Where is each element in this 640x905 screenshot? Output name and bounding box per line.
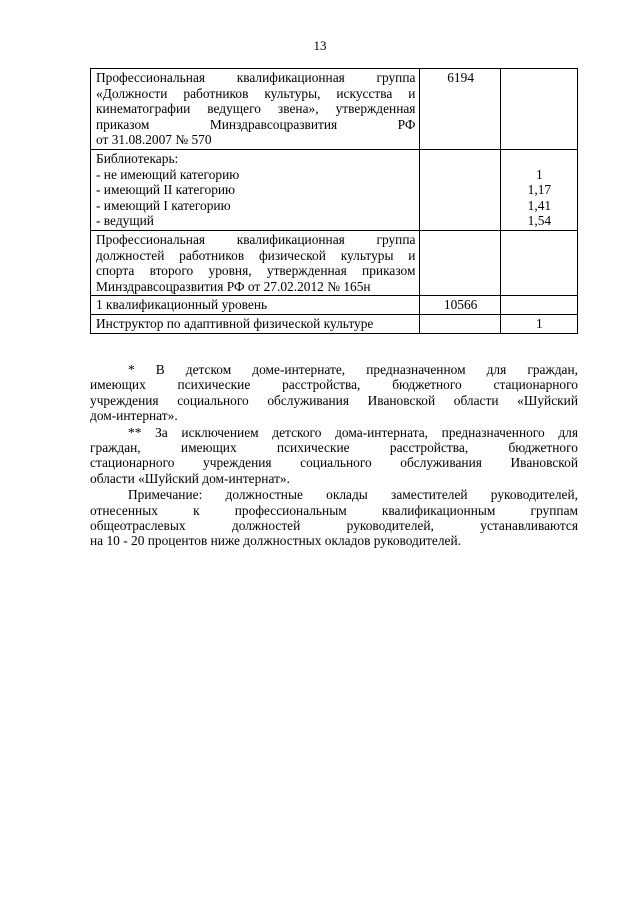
librarian-item: - имеющий I категорию xyxy=(96,197,231,213)
librarian-coef: 1 xyxy=(536,166,543,182)
librarian-item: - ведущий xyxy=(96,213,154,229)
group-culture-line: от 31.08.2007 № 570 xyxy=(96,132,212,148)
note-line: на 10 - 20 процентов ниже должностных окладов руководителей. xyxy=(90,533,461,549)
group-sport-cell xyxy=(91,230,420,295)
librarian-coef: 1,54 xyxy=(527,213,552,229)
note-line: учреждения социального обслуживания Ивановской области «Шуйский xyxy=(90,392,578,408)
note-line: ** За исключением детского дома-интерната, предназначенного для xyxy=(128,424,578,440)
group-sport-line: Минздравсоцразвития РФ от 27.02.2012 № 165н xyxy=(96,278,371,294)
empty-cell xyxy=(420,149,500,230)
empty-cell xyxy=(500,69,577,150)
notes-section xyxy=(90,362,578,550)
empty-cell xyxy=(500,296,577,315)
table-row xyxy=(91,230,578,295)
table-row xyxy=(91,314,578,333)
note-line: общеотраслевых должностей руководителей, устанавливаются xyxy=(90,518,578,534)
note-remark xyxy=(90,487,578,549)
group-sport-line: Профессиональная квалификационная группа xyxy=(96,231,416,247)
note-line: области «Шуйский дом-интернат». xyxy=(90,470,290,486)
note-line: * В детском доме-интернате, предназначенном для граждан, xyxy=(128,362,578,377)
group-culture-line: кинематографии ведущего звена», утвержденная xyxy=(96,101,416,117)
note-line: имеющих психические расстройства, бюджетного стационарного xyxy=(90,377,578,393)
group-culture-line: «Должности работников культуры, искусства и xyxy=(96,85,416,101)
librarian-cell xyxy=(91,149,420,230)
page-number: 13 xyxy=(313,38,327,53)
group-culture-salary: 6194 xyxy=(420,69,500,150)
group-culture-line: Профессиональная квалификационная группа xyxy=(96,70,416,85)
librarian-item: - имеющий II категорию xyxy=(96,182,236,198)
note-double-asterisk xyxy=(90,425,578,487)
note-line: граждан, имеющих психические расстройства, бюджетного xyxy=(90,440,578,456)
table-row xyxy=(91,69,578,150)
note-line: стационарного учреждения социального обслуживания Ивановской xyxy=(90,455,578,471)
group-culture-cell xyxy=(91,69,420,150)
instructor-label: Инструктор по адаптивной физической культуре xyxy=(91,314,420,333)
level-salary: 10566 xyxy=(420,296,500,315)
librarian-coef: 1,41 xyxy=(527,197,552,213)
note-line: Примечание: должностные оклады заместителей руководителей, xyxy=(128,487,578,503)
librarian-title: Библиотекарь: xyxy=(96,150,179,166)
table-row xyxy=(91,149,578,230)
note-asterisk xyxy=(90,362,578,424)
group-culture-line: приказом Минздравсоцразвития РФ xyxy=(96,116,416,132)
librarian-coef: 1,17 xyxy=(527,182,552,198)
group-sport-line: спорта второго уровня, утвержденная приказом xyxy=(96,263,416,279)
empty-cell xyxy=(420,230,500,295)
empty-cell xyxy=(500,230,577,295)
note-line: отнесенных к профессиональным квалификационным группам xyxy=(90,502,578,518)
table-row xyxy=(91,296,578,315)
salary-table xyxy=(90,68,578,334)
note-line: дом-интернат». xyxy=(90,408,178,424)
level-label: 1 квалификационный уровень xyxy=(91,296,420,315)
instructor-coef: 1 xyxy=(500,314,577,333)
librarian-coef-cell xyxy=(500,149,577,230)
empty-cell xyxy=(420,314,500,333)
librarian-item: - не имеющий категорию xyxy=(96,166,240,182)
group-sport-line: должностей работников физической культуры и xyxy=(96,247,416,263)
